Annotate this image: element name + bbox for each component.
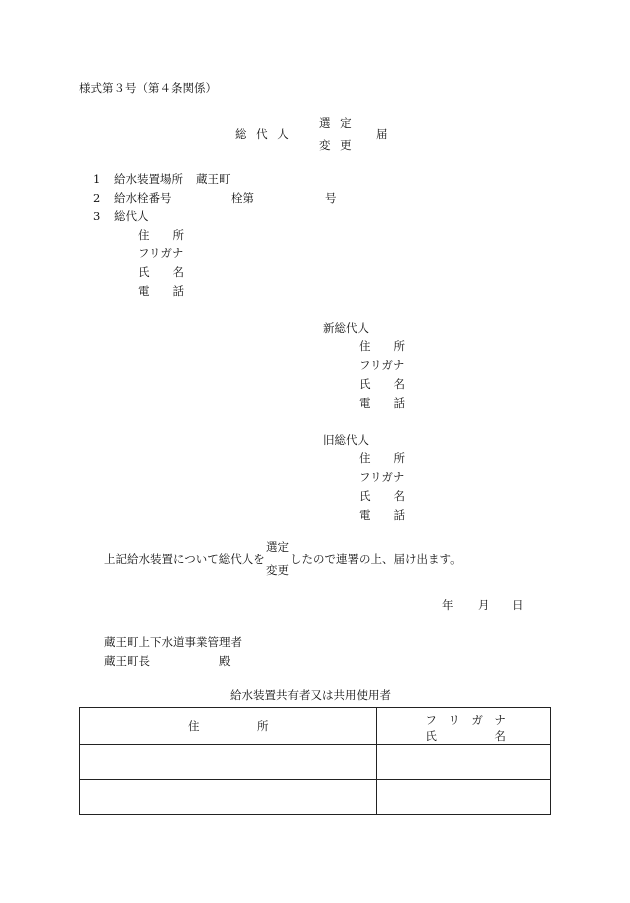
addressee-line1: 蔵王町上下水道事業管理者	[104, 635, 242, 649]
table-row	[80, 745, 551, 780]
rep-phone-label: 電 話	[138, 284, 184, 298]
date-year: 年	[442, 598, 454, 612]
rep-name-label: 氏 名	[138, 265, 184, 279]
item-2-num: 2	[93, 191, 101, 205]
new-rep-name-label: 氏 名	[359, 377, 405, 391]
col-furigana-label: フ リ ガ ナ	[425, 713, 506, 727]
new-rep-furigana-label: フリガナ	[359, 358, 405, 372]
addressee-line2: 蔵王町長	[104, 654, 150, 668]
table-cell-name[interactable]	[377, 780, 551, 815]
title-select-top: 選 定	[319, 116, 352, 130]
title-main: 総 代 人	[235, 127, 289, 141]
statement-before: 上記給水装置について総代人を	[104, 552, 265, 566]
item-2-end: 号	[325, 191, 337, 205]
item-3-num: 3	[93, 209, 101, 223]
rep-furigana-label: フリガナ	[138, 246, 184, 260]
statement-after: したので連署の上、届け出ます。	[290, 552, 462, 566]
item-1-value: 蔵王町	[196, 172, 231, 186]
form-number: 様式第３号（第４条関係）	[79, 81, 217, 95]
title-select-bottom: 変 更	[319, 138, 352, 152]
old-rep-address-label: 住 所	[359, 451, 405, 465]
table-cell-address[interactable]	[80, 745, 377, 780]
rep-address-label: 住 所	[138, 228, 184, 242]
statement-option-select: 選定	[266, 540, 289, 554]
table-header-row	[80, 708, 551, 745]
old-rep-heading: 旧総代人	[323, 433, 369, 447]
addressee-honorific: 殿	[219, 654, 231, 668]
table-cell-address[interactable]	[80, 780, 377, 815]
owners-table	[79, 707, 551, 815]
item-2-label: 給水栓番号	[114, 191, 172, 205]
old-rep-name-label: 氏 名	[359, 489, 405, 503]
col-name-header	[377, 708, 551, 745]
table-caption: 給水装置共有者又は共用使用者	[230, 688, 391, 702]
item-1-label: 給水装置場所	[114, 172, 183, 186]
table-cell-name[interactable]	[377, 745, 551, 780]
title-suffix: 届	[376, 127, 388, 141]
table-row	[80, 780, 551, 815]
statement-option-change: 変更	[266, 563, 289, 577]
old-rep-phone-label: 電 話	[359, 508, 405, 522]
date-day: 日	[512, 598, 524, 612]
item-1-num: 1	[93, 172, 101, 186]
item-3-label: 総代人	[114, 209, 149, 223]
new-rep-address-label: 住 所	[359, 339, 405, 353]
new-rep-heading: 新総代人	[323, 321, 369, 335]
date-month: 月	[478, 598, 490, 612]
old-rep-furigana-label: フリガナ	[359, 470, 405, 484]
col-address-header: 住 所	[80, 708, 377, 745]
item-2-mid: 栓第	[231, 191, 254, 205]
new-rep-phone-label: 電 話	[359, 396, 405, 410]
col-name-label: 氏 名	[425, 729, 506, 743]
